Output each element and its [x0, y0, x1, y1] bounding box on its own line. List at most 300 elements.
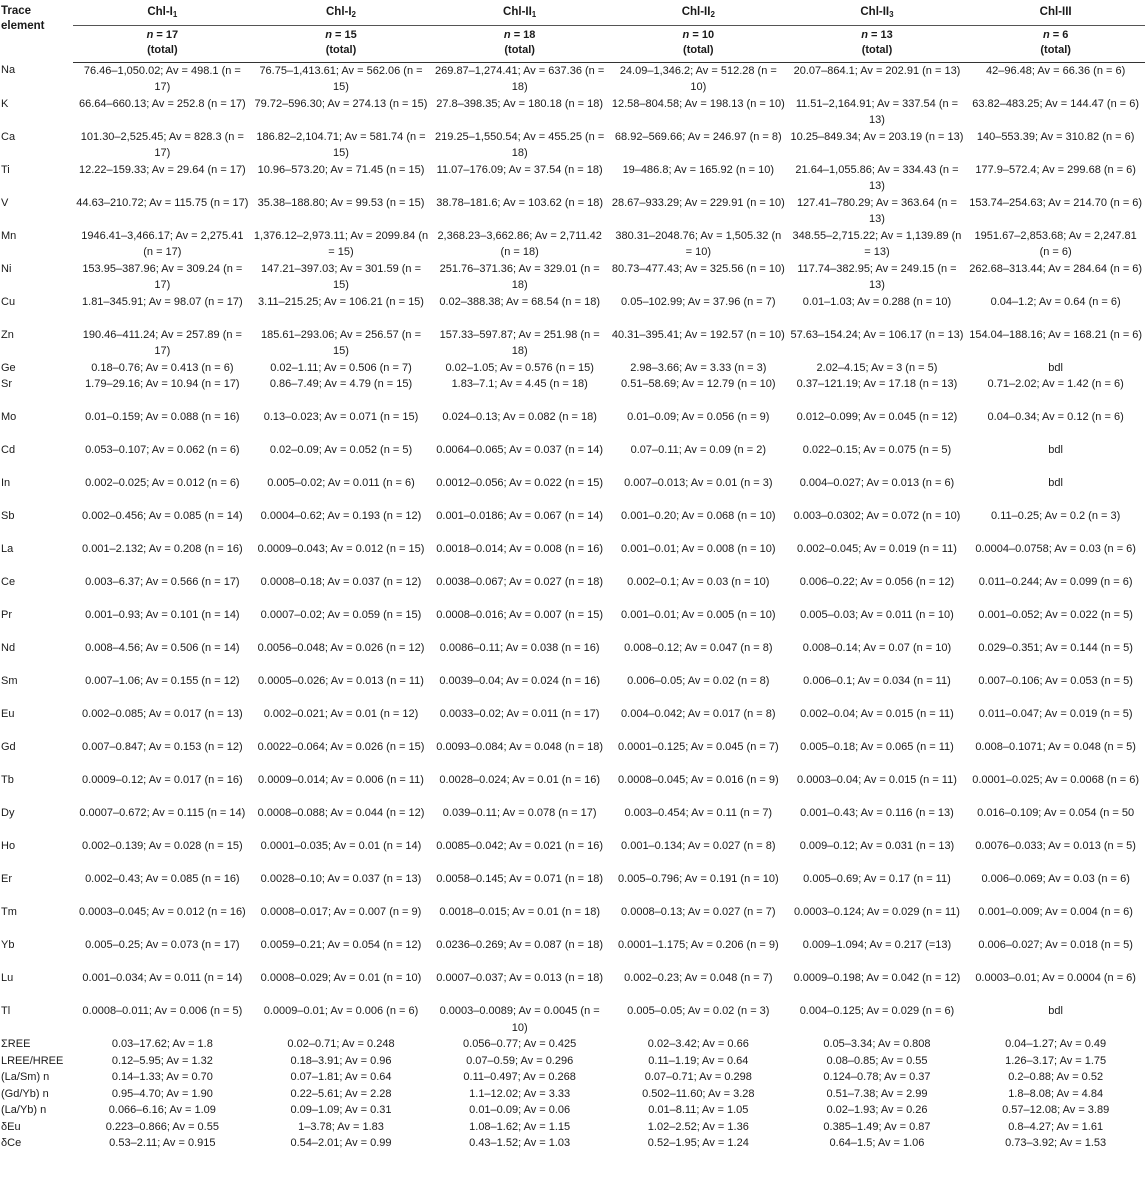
table-cell: 0.016–0.109; Av = 0.054 (n = 50 [977, 807, 1135, 819]
element-name: Ti [1, 163, 10, 176]
table-cell: 0.005–0.18; Av = 0.065 (n = 11) [800, 741, 954, 753]
table-cell: bdl [1048, 1005, 1063, 1017]
element-name: V [1, 196, 9, 209]
table-row [0, 129, 1145, 162]
table-cell: 251.76–371.36; Av = 329.01 (n = 18) [439, 262, 600, 291]
column-header-group [966, 0, 1145, 25]
table-cell: 1.26–3.17; Av = 1.75 [1005, 1054, 1107, 1067]
table-cell: 0.001–0.009; Av = 0.004 (n = 6) [978, 906, 1133, 918]
table-cell: 0.011–0.244; Av = 0.099 (n = 6) [978, 576, 1133, 588]
table-row [0, 376, 1145, 409]
group-subscript: 2 [710, 10, 715, 19]
table-cell: 0.002–0.456; Av = 0.085 (n = 14) [82, 510, 243, 522]
table-cell: 0.71–2.02; Av = 1.42 (n = 6) [987, 378, 1124, 390]
table-row [0, 1069, 1145, 1086]
table-cell: 0.01–0.09; Av = 0.06 [469, 1104, 571, 1116]
group-label: Chl-I [325, 6, 352, 18]
table-cell: 0.02–1.11; Av = 0.506 (n = 7) [270, 361, 412, 374]
table-cell: 0.001–0.134; Av = 0.027 (n = 8) [621, 840, 776, 852]
table-cell: 0.0003–0.124; Av = 0.029 (n = 11) [793, 906, 960, 918]
table-row [0, 838, 1145, 871]
table-cell: 0.003–6.37; Av = 0.566 (n = 17) [85, 576, 240, 588]
element-name: Ge [1, 361, 16, 374]
table-row [0, 1003, 1145, 1036]
table-row [0, 1135, 1145, 1152]
table-cell: 190.46–411.24; Av = 257.89 (n = 17) [82, 328, 242, 357]
table-cell: 0.006–0.1; Av = 0.034 (n = 11) [803, 675, 951, 687]
n-value: = 18 [513, 28, 536, 41]
element-name: Gd [1, 741, 16, 753]
element-name: Ca [1, 130, 16, 143]
table-cell: 1.83–7.1; Av = 4.45 (n = 18) [451, 378, 588, 390]
table-cell: 1951.67–2,853.68; Av = 2,247.81 (n = 6) [974, 229, 1137, 258]
table-cell: 2.02–4.15; Av = 3 (n = 5) [816, 361, 938, 374]
table-cell: 0.008–0.14; Av = 0.07 (n = 10) [802, 642, 952, 654]
table-cell: 0.011–0.047; Av = 0.019 (n = 5) [978, 708, 1133, 720]
element-name: Ni [1, 262, 12, 275]
table-cell: 0.006–0.027; Av = 0.018 (n = 5) [978, 939, 1133, 951]
table-cell: 101.30–2,525.45; Av = 828.3 (n = 17) [80, 130, 244, 159]
table-cell: 0.95–4.70; Av = 1.90 [111, 1087, 213, 1100]
table-cell: 0.002–0.139; Av = 0.028 (n = 15) [82, 840, 243, 852]
element-name: ΣREE [1, 1038, 31, 1050]
table-row [0, 1119, 1145, 1136]
table-cell: 40.31–395.41; Av = 192.57 (n = 10) [611, 328, 785, 341]
group-label: Chl-II [503, 6, 532, 18]
table-cell: 127.41–780.29; Av = 363.64 (n = 13) [796, 196, 957, 225]
element-name: Er [1, 873, 12, 885]
table-cell: 12.22–159.33; Av = 29.64 (n = 17) [78, 163, 246, 176]
table-cell: 80.73–477.43; Av = 325.56 (n = 10) [611, 262, 785, 275]
table-cell: 76.75–1,413.61; Av = 562.06 (n = 15) [259, 64, 423, 93]
table-cell: 0.003–0.0302; Av = 0.072 (n = 10) [793, 510, 961, 522]
table-cell: 0.066–6.16; Av = 1.09 [108, 1104, 216, 1116]
table-row [0, 739, 1145, 772]
table-cell: 0.002–0.43; Av = 0.085 (n = 16) [85, 873, 240, 885]
table-cell: bdl [1048, 361, 1063, 374]
table-cell: 0.0003–0.045; Av = 0.012 (n = 16) [78, 906, 246, 918]
table-cell: 10.96–573.20; Av = 71.45 (n = 15) [257, 163, 425, 176]
table-cell: 140–553.39; Av = 310.82 (n = 6) [976, 130, 1135, 143]
table-cell: 79.72–596.30; Av = 274.13 (n = 15) [254, 97, 428, 110]
table-row [0, 294, 1145, 327]
table-cell: 0.0001–0.025; Av = 0.0068 (n = 6) [972, 774, 1140, 786]
table-cell: 0.11–1.19; Av = 0.64 [648, 1054, 749, 1067]
column-header-group [73, 0, 252, 25]
element-name: Sm [1, 675, 18, 687]
table-cell: 2.98–3.66; Av = 3.33 (n = 3) [630, 361, 767, 374]
table-cell: 57.63–154.24; Av = 106.17 (n = 13) [790, 328, 964, 341]
element-name: Dy [1, 807, 15, 819]
group-label: Chl-II [681, 6, 711, 18]
table-cell: 147.21–397.03; Av = 301.59 (n = 15) [260, 262, 422, 291]
table-cell: 0.005–0.03; Av = 0.011 (n = 10) [800, 609, 954, 621]
table-cell: 0.0007–0.672; Av = 0.115 (n = 14) [79, 807, 246, 819]
table-cell: 1.1–12.02; Av = 3.33 [469, 1087, 571, 1100]
n-value: = 6 [1052, 28, 1069, 41]
table-cell: 0.0059–0.21; Av = 0.054 (n = 12) [260, 939, 422, 951]
table-cell: 0.86–7.49; Av = 4.79 (n = 15) [269, 378, 413, 390]
table-row [0, 442, 1145, 475]
table-cell: 0.0058–0.145; Av = 0.071 (n = 18) [436, 873, 604, 885]
table-cell: 0.07–0.59; Av = 0.296 [466, 1054, 574, 1067]
table-cell: 0.18–0.76; Av = 0.413 (n = 6) [91, 361, 234, 374]
table-row [0, 409, 1145, 442]
table-cell: 262.68–313.44; Av = 284.64 (n = 6) [969, 262, 1143, 275]
column-header-group [252, 0, 431, 25]
table-cell: 0.001–0.20; Av = 0.068 (n = 10) [621, 510, 776, 522]
n-label: n [503, 28, 511, 41]
group-label: Chl-I [147, 6, 173, 18]
element-name: Yb [1, 939, 15, 951]
n-value: = 15 [335, 28, 357, 41]
table-cell: 0.0007–0.02; Av = 0.059 (n = 15) [260, 609, 422, 621]
table-row [0, 228, 1145, 261]
table-cell: 0.039–0.11; Av = 0.078 (n = 17) [442, 807, 597, 819]
table-cell: 0.51–58.69; Av = 12.79 (n = 10) [621, 378, 776, 390]
element-name: (Gd/Yb) n [1, 1087, 49, 1100]
table-cell: 0.056–0.77; Av = 0.425 [463, 1038, 577, 1050]
table-row [0, 508, 1145, 541]
element-name: K [1, 97, 9, 110]
element-name: Sb [1, 510, 15, 522]
table-cell: 0.0003–0.01; Av = 0.0004 (n = 6) [975, 972, 1136, 984]
table-row [0, 1086, 1145, 1103]
n-total: (total) [1040, 43, 1071, 56]
table-cell: 0.024–0.13; Av = 0.082 (n = 18) [442, 411, 597, 423]
table-cell: 0.64–1.5; Av = 1.06 [829, 1137, 925, 1149]
table-cell: 0.0093–0.084; Av = 0.048 (n = 18) [436, 741, 604, 753]
n-total: (total) [504, 43, 535, 56]
table-row [0, 805, 1145, 838]
table-cell: 44.63–210.72; Av = 115.75 (n = 17) [76, 196, 249, 209]
table-cell: bdl [1048, 444, 1063, 456]
table-cell: 0.007–1.06; Av = 0.155 (n = 12) [85, 675, 240, 687]
table-cell: 76.46–1,050.02; Av = 498.1 (n = 17) [83, 64, 241, 93]
table-cell: 0.005–0.796; Av = 0.191 (n = 10) [617, 873, 779, 885]
table-cell: 0.2–0.88; Av = 0.52 [1008, 1071, 1104, 1083]
element-name: LREE/HREE [1, 1054, 64, 1067]
table-cell: 0.04–0.34; Av = 0.12 (n = 6) [987, 411, 1124, 423]
table-cell: 0.0009–0.198; Av = 0.042 (n = 12) [793, 972, 961, 984]
element-name: La [1, 543, 14, 555]
table-row [0, 541, 1145, 574]
table-cell: 1,376.12–2,973.11; Av = 2099.84 (n = 15) [253, 229, 429, 258]
table-cell: 0.001–0.052; Av = 0.022 (n = 5) [978, 609, 1133, 621]
table-cell: 0.0018–0.015; Av = 0.01 (n = 18) [439, 906, 600, 918]
table-cell: 0.73–3.92; Av = 1.53 [1005, 1137, 1107, 1149]
table-cell: 0.005–0.02; Av = 0.011 (n = 6) [267, 477, 415, 489]
table-cell: 19–486.8; Av = 165.92 (n = 10) [622, 163, 775, 176]
column-header-group [609, 0, 788, 25]
element-name: Mn [1, 229, 17, 242]
element-name: Sr [1, 378, 12, 390]
table-cell: 0.0009–0.014; Av = 0.006 (n = 11) [258, 774, 424, 786]
table-cell: 0.02–1.05; Av = 0.576 (n = 15) [445, 361, 594, 374]
table-cell: 0.37–121.19; Av = 17.18 (n = 13) [796, 378, 958, 390]
column-header-count [73, 25, 252, 62]
table-cell: 0.0038–0.067; Av = 0.027 (n = 18) [436, 576, 604, 588]
table-cell: 0.8–4.27; Av = 1.61 [1008, 1120, 1104, 1133]
table-cell: 0.005–0.05; Av = 0.02 (n = 3) [627, 1005, 770, 1017]
table-cell: 0.04–1.2; Av = 0.64 (n = 6) [990, 295, 1121, 308]
table-cell: 0.02–1.93; Av = 0.26 [826, 1104, 928, 1116]
table-cell: 0.002–0.045; Av = 0.019 (n = 11) [797, 543, 957, 555]
n-total: (total) [147, 43, 178, 56]
table-row [0, 1053, 1145, 1070]
element-name: Mo [1, 411, 17, 423]
element-name: Cd [1, 444, 16, 456]
table-cell: 0.004–0.042; Av = 0.017 (n = 8) [621, 708, 776, 720]
table-cell: 154.04–188.16; Av = 168.21 (n = 6) [969, 328, 1143, 341]
element-name: Ce [1, 576, 16, 588]
table-cell: 0.004–0.027; Av = 0.013 (n = 6) [799, 477, 955, 489]
table-cell: 0.0018–0.014; Av = 0.008 (n = 16) [436, 543, 604, 555]
n-label: n [682, 28, 690, 41]
table-cell: 0.07–0.71; Av = 0.298 [644, 1071, 752, 1083]
table-cell: 0.0009–0.12; Av = 0.017 (n = 16) [82, 774, 243, 786]
table-cell: 0.006–0.069; Av = 0.03 (n = 6) [981, 873, 1130, 885]
element-name: Cu [1, 295, 16, 308]
table-cell: 0.02–388.38; Av = 68.54 (n = 18) [439, 295, 600, 308]
table-cell: 66.64–660.13; Av = 252.8 (n = 17) [78, 97, 246, 110]
table-cell: 0.05–3.34; Av = 0.808 [823, 1038, 931, 1050]
n-total: (total) [683, 43, 714, 56]
table-row [0, 327, 1145, 360]
table-cell: 0.0064–0.065; Av = 0.037 (n = 14) [436, 444, 604, 456]
element-name: Eu [1, 708, 15, 720]
table-cell: 0.0009–0.043; Av = 0.012 (n = 15) [257, 543, 425, 555]
group-subscript: 2 [351, 10, 356, 19]
table-cell: 0.02–0.09; Av = 0.052 (n = 5) [269, 444, 413, 456]
table-row [0, 673, 1145, 706]
table-cell: 0.0001–0.125; Av = 0.045 (n = 7) [617, 741, 779, 753]
table-cell: 0.0004–0.0758; Av = 0.03 (n = 6) [975, 543, 1136, 555]
table-cell: 0.0008–0.045; Av = 0.016 (n = 9) [617, 774, 779, 786]
table-cell: 0.0236–0.269; Av = 0.087 (n = 18) [436, 939, 604, 951]
table-cell: 0.51–7.38; Av = 2.99 [826, 1087, 928, 1100]
table-cell: 0.04–1.27; Av = 0.49 [1005, 1038, 1107, 1050]
table-cell: 0.385–1.49; Av = 0.87 [823, 1120, 931, 1133]
table-cell: 0.006–0.22; Av = 0.056 (n = 12) [799, 576, 955, 588]
element-name: Nd [1, 642, 16, 654]
table-cell: 0.22–5.61; Av = 2.28 [290, 1087, 392, 1100]
column-header-count [609, 25, 788, 62]
table-cell: 0.01–1.03; Av = 0.288 (n = 10) [802, 295, 952, 308]
column-header-group [430, 0, 609, 25]
n-total: (total) [861, 43, 893, 56]
table-cell: 0.008–4.56; Av = 0.506 (n = 14) [85, 642, 240, 654]
table-cell: 0.53–2.11; Av = 0.915 [109, 1137, 216, 1149]
element-name: Zn [1, 328, 14, 341]
table-cell: 12.58–804.58; Av = 198.13 (n = 10) [611, 97, 785, 110]
table-cell: 0.0003–0.0089; Av = 0.0045 (n = 10) [439, 1005, 600, 1034]
table-row [0, 574, 1145, 607]
table-cell: 1.08–1.62; Av = 1.15 [469, 1120, 571, 1133]
group-label: Chl-II [860, 6, 890, 18]
table-cell: 0.02–3.42; Av = 0.66 [647, 1038, 749, 1050]
table-cell: 1.81–345.91; Av = 98.07 (n = 17) [82, 295, 243, 308]
group-subscript: 1 [531, 10, 537, 19]
n-label: n [146, 28, 154, 41]
element-name: In [1, 477, 11, 489]
table-cell: 0.001–0.01; Av = 0.005 (n = 10) [621, 609, 776, 621]
table-cell: 0.0086–0.11; Av = 0.038 (n = 16) [439, 642, 600, 654]
n-value: = 10 [692, 28, 715, 41]
table-header [0, 0, 1145, 62]
element-name: Tm [1, 906, 17, 918]
table-row [0, 360, 1145, 377]
table-row [0, 640, 1145, 673]
n-label: n [325, 28, 332, 41]
column-header-count [430, 25, 609, 62]
table-cell: 1.02–2.52; Av = 1.36 [647, 1120, 749, 1133]
table-cell: 0.002–0.021; Av = 0.01 (n = 12) [263, 708, 419, 720]
table-cell: 0.11–0.497; Av = 0.268 [463, 1071, 576, 1083]
table-cell: 0.0005–0.026; Av = 0.013 (n = 11) [258, 675, 424, 687]
table-cell: 0.01–0.09; Av = 0.056 (n = 9) [627, 411, 770, 423]
table-cell: 348.55–2,715.22; Av = 1,139.89 (n = 13) [792, 229, 962, 258]
table-cell: 153.74–254.63; Av = 214.70 (n = 6) [969, 196, 1143, 209]
table-cell: 0.05–102.99; Av = 37.96 (n = 7) [621, 295, 776, 308]
n-value: = 17 [156, 28, 179, 41]
table-cell: 0.0009–0.01; Av = 0.006 (n = 6) [263, 1005, 419, 1017]
table-cell: 185.61–293.06; Av = 256.57 (n = 15) [260, 328, 422, 357]
table-cell: 27.8–398.35; Av = 180.18 (n = 18) [436, 97, 604, 110]
table-body [0, 62, 1145, 1152]
table-cell: 1946.41–3,466.17; Av = 2,275.41 (n = 17) [81, 229, 244, 258]
table-cell: 21.64–1,055.86; Av = 334.43 (n = 13) [795, 163, 959, 192]
table-cell: 0.002–0.04; Av = 0.015 (n = 11) [800, 708, 954, 720]
table-cell: 0.11–0.25; Av = 0.2 (n = 3) [991, 510, 1121, 522]
element-name: Tb [1, 774, 14, 786]
n-label: n [861, 28, 868, 41]
table-cell: 11.07–176.09; Av = 37.54 (n = 18) [436, 163, 603, 176]
table-cell: 0.02–0.71; Av = 0.248 [287, 1038, 395, 1050]
element-name: Ho [1, 840, 16, 852]
table-cell: 0.0033–0.02; Av = 0.011 (n = 17) [439, 708, 600, 720]
table-cell: 0.002–0.1; Av = 0.03 (n = 10) [627, 576, 770, 588]
element-name: δEu [1, 1120, 21, 1133]
table-cell: 24.09–1,346.2; Av = 512.28 (n = 10) [619, 64, 777, 93]
table-cell: 0.004–0.125; Av = 0.029 (n = 6) [799, 1005, 955, 1017]
table-cell: 0.13–0.023; Av = 0.071 (n = 15) [263, 411, 419, 423]
table-row [0, 195, 1145, 228]
table-row [0, 904, 1145, 937]
element-name: Pr [1, 609, 12, 621]
table-cell: 0.0001–1.175; Av = 0.206 (n = 9) [617, 939, 779, 951]
element-name: δCe [1, 1137, 22, 1149]
table-cell: 0.0012–0.056; Av = 0.022 (n = 15) [436, 477, 604, 489]
table-cell: 11.51–2,164.91; Av = 337.54 (n = 13) [795, 97, 959, 126]
n-label: n [1042, 28, 1050, 41]
table-cell: 28.67–933.29; Av = 229.91 (n = 10) [611, 196, 785, 209]
element-name: Tl [1, 1005, 11, 1017]
table-cell: 0.001–0.43; Av = 0.116 (n = 13) [800, 807, 954, 819]
table-cell: 0.502–11.60; Av = 3.28 [642, 1087, 755, 1100]
table-cell: 0.002–0.23; Av = 0.048 (n = 7) [624, 972, 773, 984]
table-cell: 0.07–1.81; Av = 0.64 [290, 1071, 392, 1083]
table-cell: 0.029–0.351; Av = 0.144 (n = 5) [978, 642, 1133, 654]
column-header-count [966, 25, 1145, 62]
table-cell: 0.0008–0.017; Av = 0.007 (n = 9) [260, 906, 422, 918]
trace-element-header: Trace element [1, 5, 45, 32]
table-cell: 0.52–1.95; Av = 1.24 [647, 1137, 749, 1149]
table-cell: 0.03–17.62; Av = 1.8 [111, 1038, 213, 1050]
table-cell: 0.008–0.1071; Av = 0.048 (n = 5) [975, 741, 1136, 753]
table-cell: 0.0085–0.042; Av = 0.021 (n = 16) [436, 840, 604, 852]
table-row [0, 96, 1145, 129]
table-cell: 0.18–3.91; Av = 0.96 [290, 1054, 392, 1067]
n-value: = 13 [871, 28, 893, 41]
table-row [0, 1036, 1145, 1053]
table-cell: 0.002–0.025; Av = 0.012 (n = 6) [85, 477, 240, 489]
table-cell: 0.007–0.847; Av = 0.153 (n = 12) [82, 741, 243, 753]
table-cell: 0.005–0.69; Av = 0.17 (n = 11) [803, 873, 951, 885]
table-cell: 0.007–0.106; Av = 0.053 (n = 5) [978, 675, 1133, 687]
table-cell: 0.0028–0.024; Av = 0.01 (n = 16) [439, 774, 600, 786]
table-cell: 0.002–0.085; Av = 0.017 (n = 13) [82, 708, 243, 720]
element-name: (La/Yb) n [1, 1104, 47, 1116]
table-cell: 0.0008–0.18; Av = 0.037 (n = 12) [260, 576, 422, 588]
table-cell: 0.223–0.866; Av = 0.55 [105, 1120, 219, 1133]
table-cell: 2,368.23–3,662.86; Av = 2,711.42 (n = 18) [437, 229, 602, 258]
table-cell: 0.001–2.132; Av = 0.208 (n = 16) [82, 543, 243, 555]
table-cell: 0.022–0.15; Av = 0.075 (n = 5) [802, 444, 952, 456]
table-cell: 10.25–849.34; Av = 203.19 (n = 13) [790, 130, 964, 143]
table-cell: 0.0039–0.04; Av = 0.024 (n = 16) [439, 675, 600, 687]
table-cell: 269.87–1,274.41; Av = 637.36 (n = 18) [435, 64, 605, 93]
table-cell: 0.0007–0.037; Av = 0.013 (n = 18) [436, 972, 604, 984]
table-cell: 0.0076–0.033; Av = 0.013 (n = 5) [975, 840, 1136, 852]
table-cell: 219.25–1,550.54; Av = 455.25 (n = 18) [435, 130, 605, 159]
group-label: Chl-III [1039, 6, 1072, 18]
table-cell: 0.07–0.11; Av = 0.09 (n = 2) [630, 444, 766, 456]
n-total: (total) [325, 43, 357, 56]
table-cell: 1.79–29.16; Av = 10.94 (n = 17) [85, 378, 240, 390]
table-cell: 0.43–1.52; Av = 1.03 [469, 1137, 571, 1149]
table-cell: 0.0004–0.62; Av = 0.193 (n = 12) [260, 510, 422, 522]
table-cell: 0.001–0.0186; Av = 0.067 (n = 14) [436, 510, 604, 522]
element-name: (La/Sm) n [1, 1071, 50, 1083]
table-cell: 68.92–569.66; Av = 246.97 (n = 8) [614, 130, 782, 143]
table-row [0, 772, 1145, 805]
table-cell: 35.38–188.80; Av = 99.53 (n = 15) [257, 196, 425, 209]
table-cell: 0.0008–0.016; Av = 0.007 (n = 15) [436, 609, 604, 621]
table-cell: 0.006–0.05; Av = 0.02 (n = 8) [627, 675, 770, 687]
table-cell: 0.12–5.95; Av = 1.32 [111, 1054, 213, 1067]
table-cell: 0.0003–0.04; Av = 0.015 (n = 11) [797, 774, 957, 786]
table-cell: 0.001–0.93; Av = 0.101 (n = 14) [85, 609, 240, 621]
table-cell: 0.005–0.25; Av = 0.073 (n = 17) [85, 939, 240, 951]
table-cell: 0.0008–0.029; Av = 0.01 (n = 10) [260, 972, 422, 984]
table-row [0, 62, 1145, 96]
table-cell: 186.82–2,104.71; Av = 581.74 (n = 15) [256, 130, 426, 159]
table-cell: 1.8–8.08; Av = 4.84 [1008, 1087, 1104, 1100]
table-cell: 0.001–0.034; Av = 0.011 (n = 14) [82, 972, 243, 984]
table-cell: 157.33–597.87; Av = 251.98 (n = 18) [439, 328, 600, 357]
table-cell: 0.0008–0.13; Av = 0.027 (n = 7) [621, 906, 776, 918]
table-cell: 0.0028–0.10; Av = 0.037 (n = 13) [260, 873, 422, 885]
table-cell: 38.78–181.6; Av = 103.62 (n = 18) [436, 196, 604, 209]
column-header-count [788, 25, 967, 62]
table-cell: 0.009–1.094; Av = 0.217 (=13) [802, 939, 952, 951]
column-header-count [252, 25, 431, 62]
table-cell: 0.0008–0.088; Av = 0.044 (n = 12) [257, 807, 425, 819]
group-subscript: 1 [172, 10, 178, 19]
table-cell: 0.57–12.08; Av = 3.89 [1002, 1104, 1110, 1116]
table-row [0, 475, 1145, 508]
